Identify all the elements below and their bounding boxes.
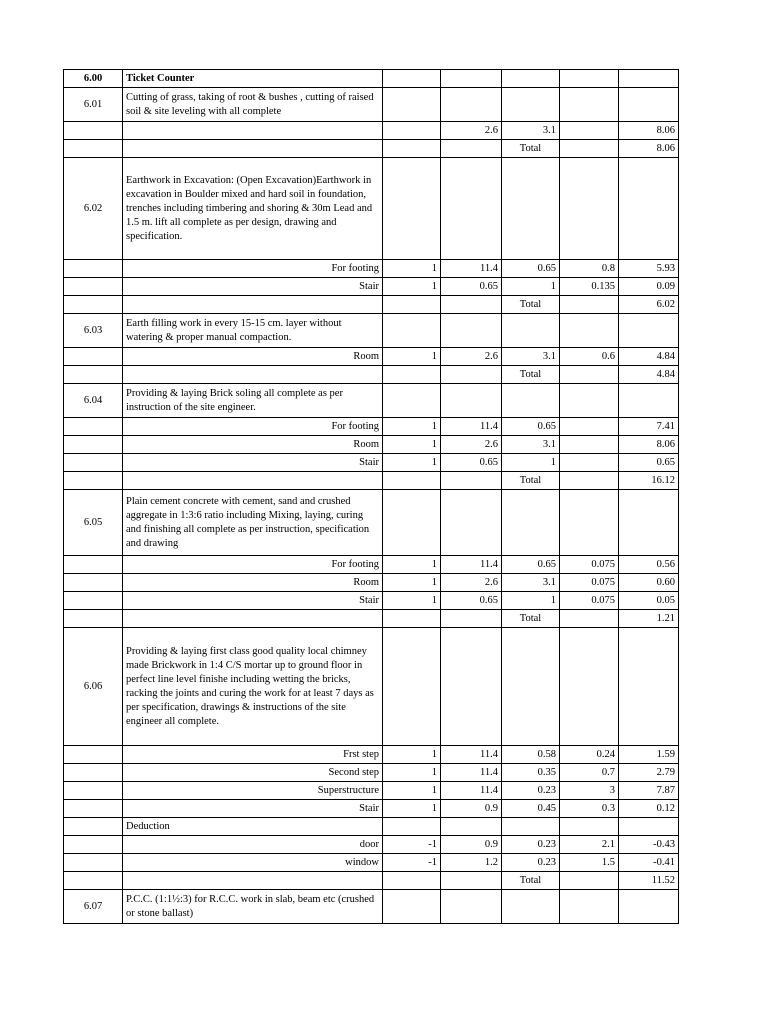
empty-cell [383, 296, 441, 314]
empty-cell [383, 314, 441, 348]
breadth-cell: 0.23 [502, 854, 560, 872]
item-row [64, 158, 679, 260]
empty-cell [383, 140, 441, 158]
empty-cell [64, 454, 123, 472]
empty-cell [383, 88, 441, 122]
item-row [64, 384, 679, 418]
count-cell: 1 [383, 746, 441, 764]
empty-cell [64, 140, 123, 158]
quantity-cell: 0.09 [619, 278, 679, 296]
empty-cell [560, 158, 619, 260]
measurement-row [64, 764, 679, 782]
item-description: P.C.C. (1:1½:3) for R.C.C. work in slab, beam etc (crushed or stone ballast) [123, 890, 383, 924]
quantity-cell: 0.05 [619, 592, 679, 610]
estimate-table [63, 69, 679, 924]
measurement-row [64, 418, 679, 436]
empty-cell [64, 836, 123, 854]
empty-cell [123, 872, 383, 890]
empty-cell [560, 472, 619, 490]
empty-cell [619, 490, 679, 556]
quantity-cell: 2.79 [619, 764, 679, 782]
empty-cell [441, 472, 502, 490]
length-cell: 11.4 [441, 418, 502, 436]
empty-cell [383, 610, 441, 628]
measurement-label: Stair [123, 454, 383, 472]
empty-cell [64, 260, 123, 278]
count-cell: 1 [383, 348, 441, 366]
deduction-label: Deduction [123, 818, 383, 836]
length-cell: 11.4 [441, 746, 502, 764]
empty-cell [441, 628, 502, 746]
measurement-label: Stair [123, 278, 383, 296]
header-row [64, 70, 679, 88]
breadth-cell: 1 [502, 454, 560, 472]
measurement-label: Stair [123, 592, 383, 610]
item-description: Cutting of grass, taking of root & bushes , cutting of raised soil & site leveling with all complete [123, 88, 383, 122]
total-label: Total [502, 296, 560, 314]
empty-cell [560, 628, 619, 746]
measurement-row [64, 436, 679, 454]
empty-cell [123, 296, 383, 314]
empty-cell [502, 628, 560, 746]
total-label: Total [502, 872, 560, 890]
total-row [64, 140, 679, 158]
empty-cell [560, 872, 619, 890]
item-description: Plain cement concrete with cement, sand and crushed aggregate in 1:3:6 ratio including Mixing, laying, curing and finishing all complete as per instruction, specification and drawing [123, 490, 383, 556]
item-number: 6.03 [64, 314, 123, 348]
empty-cell [502, 314, 560, 348]
empty-cell [441, 140, 502, 158]
empty-cell [560, 818, 619, 836]
empty-cell [64, 436, 123, 454]
quantity-cell: 0.65 [619, 454, 679, 472]
height-cell: 0.6 [560, 348, 619, 366]
quantity-cell: 8.06 [619, 122, 679, 140]
empty-cell [64, 800, 123, 818]
empty-cell [383, 472, 441, 490]
empty-cell [383, 490, 441, 556]
empty-cell [441, 818, 502, 836]
measurement-label: For footing [123, 418, 383, 436]
empty-cell [560, 366, 619, 384]
total-row [64, 610, 679, 628]
count-cell: 1 [383, 556, 441, 574]
empty-cell [383, 628, 441, 746]
count-cell: 1 [383, 764, 441, 782]
empty-cell [383, 366, 441, 384]
total-row [64, 472, 679, 490]
height-cell: 0.075 [560, 574, 619, 592]
item-description: Earthwork in Excavation: (Open Excavation)Earthwork in excavation in Boulder mixed and hard soil in foundation, trenches including timbering and shoring & 30m Lead and 1.5 m. lift all complete as per design, drawing and specification. [123, 158, 383, 260]
length-cell: 2.6 [441, 122, 502, 140]
measurement-label: Room [123, 348, 383, 366]
measurement-row [64, 800, 679, 818]
item-description: Earth filling work in every 15-15 cm. layer without watering & proper manual compaction. [123, 314, 383, 348]
breadth-cell: 1 [502, 592, 560, 610]
breadth-cell: 0.45 [502, 800, 560, 818]
height-cell [560, 454, 619, 472]
empty-cell [441, 384, 502, 418]
empty-cell [64, 278, 123, 296]
measurement-label: For footing [123, 556, 383, 574]
length-cell: 0.9 [441, 836, 502, 854]
height-cell: 0.075 [560, 592, 619, 610]
empty-cell [64, 872, 123, 890]
empty-cell [502, 384, 560, 418]
height-cell: 1.5 [560, 854, 619, 872]
count-cell: 1 [383, 574, 441, 592]
total-value: 11.52 [619, 872, 679, 890]
count-cell: -1 [383, 854, 441, 872]
empty-cell [441, 88, 502, 122]
item-description: Providing & laying first class good quality local chimney made Brickwork in 1:4 C/S mortar up to ground floor in perfect line level finishe including wetting the bricks, racking the joints and curing the work for at least 7 days as per specification, drawings & instructions of the site engineer all complete. [123, 628, 383, 746]
item-number: 6.05 [64, 490, 123, 556]
empty-cell [64, 746, 123, 764]
quantity-cell: -0.43 [619, 836, 679, 854]
length-cell: 11.4 [441, 764, 502, 782]
empty-cell [64, 764, 123, 782]
breadth-cell: 0.65 [502, 260, 560, 278]
measurement-row [64, 278, 679, 296]
length-cell: 2.6 [441, 574, 502, 592]
empty-cell [383, 872, 441, 890]
measurement-label: Frst step [123, 746, 383, 764]
breadth-cell: 0.65 [502, 556, 560, 574]
empty-cell [619, 818, 679, 836]
empty-cell [441, 158, 502, 260]
quantity-cell: 1.59 [619, 746, 679, 764]
item-row [64, 490, 679, 556]
count-cell: 1 [383, 800, 441, 818]
length-cell: 11.4 [441, 260, 502, 278]
total-row [64, 366, 679, 384]
section-number: 6.00 [64, 70, 123, 88]
height-cell: 0.075 [560, 556, 619, 574]
length-cell: 11.4 [441, 556, 502, 574]
height-cell: 0.3 [560, 800, 619, 818]
deduction-row [64, 818, 679, 836]
empty-cell [619, 88, 679, 122]
measurement-label: For footing [123, 260, 383, 278]
measurement-label [123, 122, 383, 140]
empty-cell [123, 610, 383, 628]
length-cell: 2.6 [441, 436, 502, 454]
breadth-cell: 1 [502, 278, 560, 296]
measurement-row [64, 746, 679, 764]
breadth-cell: 0.65 [502, 418, 560, 436]
empty-cell [502, 490, 560, 556]
empty-cell [64, 122, 123, 140]
quantity-cell: 4.84 [619, 348, 679, 366]
count-cell: 1 [383, 436, 441, 454]
item-number: 6.01 [64, 88, 123, 122]
empty-cell [441, 296, 502, 314]
empty-cell [441, 872, 502, 890]
measurement-label: Stair [123, 800, 383, 818]
measurement-row [64, 454, 679, 472]
total-label: Total [502, 140, 560, 158]
count-cell: 1 [383, 418, 441, 436]
total-label: Total [502, 610, 560, 628]
empty-cell [64, 818, 123, 836]
length-cell: 0.9 [441, 800, 502, 818]
breadth-cell: 3.1 [502, 436, 560, 454]
empty-cell [560, 314, 619, 348]
length-cell: 0.65 [441, 454, 502, 472]
empty-cell [64, 296, 123, 314]
total-value: 4.84 [619, 366, 679, 384]
empty-cell [502, 158, 560, 260]
measurement-row [64, 592, 679, 610]
empty-cell [64, 574, 123, 592]
height-cell: 0.7 [560, 764, 619, 782]
total-value: 8.06 [619, 140, 679, 158]
measurement-row [64, 836, 679, 854]
count-cell: 1 [383, 278, 441, 296]
empty-cell [560, 296, 619, 314]
empty-cell [383, 890, 441, 924]
empty-cell [560, 88, 619, 122]
quantity-cell: -0.41 [619, 854, 679, 872]
empty-cell [441, 314, 502, 348]
count-cell: 1 [383, 592, 441, 610]
height-cell [560, 418, 619, 436]
total-row [64, 872, 679, 890]
measurement-label: door [123, 836, 383, 854]
breadth-cell: 3.1 [502, 122, 560, 140]
empty-cell [441, 610, 502, 628]
empty-cell [502, 818, 560, 836]
empty-cell [64, 366, 123, 384]
empty-cell [383, 384, 441, 418]
empty-cell [64, 854, 123, 872]
item-number: 6.02 [64, 158, 123, 260]
length-cell: 11.4 [441, 782, 502, 800]
measurement-label: Second step [123, 764, 383, 782]
section-title: Ticket Counter [123, 70, 383, 88]
item-number: 6.07 [64, 890, 123, 924]
height-cell: 0.8 [560, 260, 619, 278]
empty-cell [560, 490, 619, 556]
empty-cell [619, 628, 679, 746]
item-row [64, 314, 679, 348]
empty-cell [123, 140, 383, 158]
measurement-label: Room [123, 574, 383, 592]
item-row [64, 890, 679, 924]
total-label: Total [502, 366, 560, 384]
length-cell: 0.65 [441, 592, 502, 610]
measurement-label: window [123, 854, 383, 872]
quantity-cell: 5.93 [619, 260, 679, 278]
total-row [64, 296, 679, 314]
empty-cell [383, 818, 441, 836]
height-cell: 2.1 [560, 836, 619, 854]
empty-cell [64, 592, 123, 610]
quantity-cell: 0.12 [619, 800, 679, 818]
empty-cell [441, 490, 502, 556]
count-cell: -1 [383, 836, 441, 854]
empty-cell [64, 472, 123, 490]
measurement-label: Room [123, 436, 383, 454]
empty-cell [64, 556, 123, 574]
item-number: 6.04 [64, 384, 123, 418]
height-cell: 3 [560, 782, 619, 800]
height-cell: 0.135 [560, 278, 619, 296]
total-value: 6.02 [619, 296, 679, 314]
empty-cell [619, 158, 679, 260]
measurement-label: Superstructure [123, 782, 383, 800]
quantity-cell: 8.06 [619, 436, 679, 454]
empty-cell [619, 314, 679, 348]
quantity-cell: 0.60 [619, 574, 679, 592]
measurement-row [64, 574, 679, 592]
length-cell: 0.65 [441, 278, 502, 296]
length-cell: 2.6 [441, 348, 502, 366]
count-cell: 1 [383, 260, 441, 278]
empty-cell [64, 348, 123, 366]
item-row [64, 628, 679, 746]
total-value: 1.21 [619, 610, 679, 628]
empty-cell [441, 366, 502, 384]
quantity-cell: 7.41 [619, 418, 679, 436]
empty-cell [441, 890, 502, 924]
count-cell [383, 122, 441, 140]
item-number: 6.06 [64, 628, 123, 746]
length-cell: 1.2 [441, 854, 502, 872]
empty-cell [64, 782, 123, 800]
breadth-cell: 0.23 [502, 782, 560, 800]
measurement-row [64, 854, 679, 872]
height-cell [560, 122, 619, 140]
breadth-cell: 0.23 [502, 836, 560, 854]
breadth-cell: 0.35 [502, 764, 560, 782]
measurement-row [64, 122, 679, 140]
item-description: Providing & laying Brick soling all complete as per instruction of the site engineer. [123, 384, 383, 418]
empty-cell [64, 418, 123, 436]
breadth-cell: 0.58 [502, 746, 560, 764]
measurement-row [64, 348, 679, 366]
empty-cell [560, 384, 619, 418]
empty-cell [64, 610, 123, 628]
empty-cell [560, 610, 619, 628]
empty-cell [560, 890, 619, 924]
measurement-row [64, 260, 679, 278]
total-label: Total [502, 472, 560, 490]
empty-cell [502, 88, 560, 122]
item-row [64, 88, 679, 122]
breadth-cell: 3.1 [502, 348, 560, 366]
height-cell [560, 436, 619, 454]
measurement-row [64, 782, 679, 800]
empty-cell [123, 472, 383, 490]
measurement-row [64, 556, 679, 574]
quantity-cell: 7.87 [619, 782, 679, 800]
breadth-cell: 3.1 [502, 574, 560, 592]
empty-cell [123, 366, 383, 384]
empty-cell [560, 140, 619, 158]
total-value: 16.12 [619, 472, 679, 490]
empty-cell [619, 890, 679, 924]
empty-cell [619, 384, 679, 418]
count-cell: 1 [383, 454, 441, 472]
quantity-cell: 0.56 [619, 556, 679, 574]
empty-cell [502, 890, 560, 924]
height-cell: 0.24 [560, 746, 619, 764]
empty-cell [383, 158, 441, 260]
count-cell: 1 [383, 782, 441, 800]
